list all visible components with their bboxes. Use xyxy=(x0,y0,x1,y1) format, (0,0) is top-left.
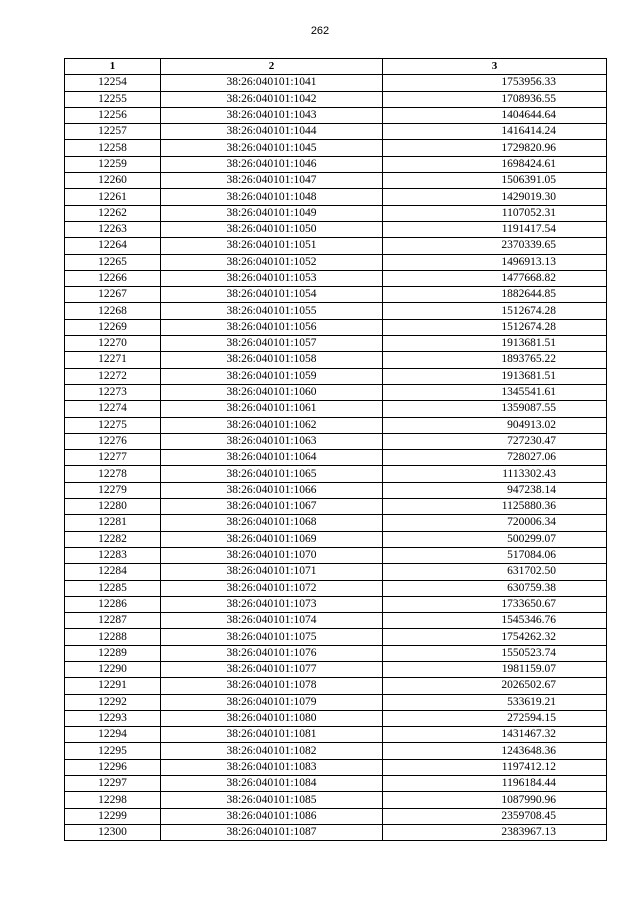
value-cell: 1729820.96 xyxy=(383,140,607,156)
row-number-cell: 12288 xyxy=(65,629,161,645)
row-number-cell: 12276 xyxy=(65,433,161,449)
value-cell: 1359087.55 xyxy=(383,401,607,417)
value-cell: 1496913.13 xyxy=(383,254,607,270)
row-number-cell: 12271 xyxy=(65,352,161,368)
row-number-cell: 12296 xyxy=(65,759,161,775)
cadastral-number-cell: 38:26:040101:1064 xyxy=(161,450,383,466)
header-cell-1: 1 xyxy=(65,59,161,75)
cadastral-number-cell: 38:26:040101:1085 xyxy=(161,792,383,808)
row-number-cell: 12289 xyxy=(65,645,161,661)
table-row xyxy=(65,401,607,417)
row-number-cell: 12284 xyxy=(65,564,161,580)
cadastral-number-cell: 38:26:040101:1066 xyxy=(161,482,383,498)
table-row xyxy=(65,352,607,368)
value-cell: 904913.02 xyxy=(383,417,607,433)
table-row xyxy=(65,75,607,91)
cadastral-number-cell: 38:26:040101:1068 xyxy=(161,515,383,531)
row-number-cell: 12277 xyxy=(65,450,161,466)
value-cell: 720006.34 xyxy=(383,515,607,531)
cadastral-number-cell: 38:26:040101:1067 xyxy=(161,499,383,515)
table-row xyxy=(65,727,607,743)
table-row xyxy=(65,759,607,775)
row-number-cell: 12290 xyxy=(65,661,161,677)
row-number-cell: 12268 xyxy=(65,303,161,319)
row-number-cell: 12263 xyxy=(65,221,161,237)
value-cell: 1698424.61 xyxy=(383,156,607,172)
value-cell: 1243648.36 xyxy=(383,743,607,759)
row-number-cell: 12254 xyxy=(65,75,161,91)
table-row xyxy=(65,824,607,840)
value-cell: 1754262.32 xyxy=(383,629,607,645)
cadastral-number-cell: 38:26:040101:1055 xyxy=(161,303,383,319)
row-number-cell: 12281 xyxy=(65,515,161,531)
table-row xyxy=(65,189,607,205)
value-cell: 2026502.67 xyxy=(383,678,607,694)
cadastral-number-cell: 38:26:040101:1087 xyxy=(161,824,383,840)
header-cell-3: 3 xyxy=(383,59,607,75)
row-number-cell: 12298 xyxy=(65,792,161,808)
row-number-cell: 12258 xyxy=(65,140,161,156)
table-row xyxy=(65,808,607,824)
cadastral-number-cell: 38:26:040101:1043 xyxy=(161,107,383,123)
table-row xyxy=(65,319,607,335)
cadastral-number-cell: 38:26:040101:1046 xyxy=(161,156,383,172)
value-cell: 1196184.44 xyxy=(383,776,607,792)
cadastral-number-cell: 38:26:040101:1051 xyxy=(161,238,383,254)
cadastral-number-cell: 38:26:040101:1069 xyxy=(161,531,383,547)
table-row xyxy=(65,629,607,645)
table-row xyxy=(65,743,607,759)
cadastral-number-cell: 38:26:040101:1060 xyxy=(161,384,383,400)
row-number-cell: 12257 xyxy=(65,124,161,140)
cadastral-number-cell: 38:26:040101:1050 xyxy=(161,221,383,237)
table-row xyxy=(65,91,607,107)
row-number-cell: 12262 xyxy=(65,205,161,221)
row-number-cell: 12272 xyxy=(65,368,161,384)
cadastral-number-cell: 38:26:040101:1078 xyxy=(161,678,383,694)
cadastral-number-cell: 38:26:040101:1061 xyxy=(161,401,383,417)
value-cell: 2383967.13 xyxy=(383,824,607,840)
value-cell: 533619.21 xyxy=(383,694,607,710)
value-cell: 1893765.22 xyxy=(383,352,607,368)
value-cell: 1981159.07 xyxy=(383,661,607,677)
cadastral-number-cell: 38:26:040101:1084 xyxy=(161,776,383,792)
row-number-cell: 12293 xyxy=(65,710,161,726)
value-cell: 1113302.43 xyxy=(383,466,607,482)
cadastral-number-cell: 38:26:040101:1042 xyxy=(161,91,383,107)
value-cell: 631702.50 xyxy=(383,564,607,580)
cadastral-number-cell: 38:26:040101:1081 xyxy=(161,727,383,743)
cadastral-number-cell: 38:26:040101:1070 xyxy=(161,547,383,563)
value-cell: 1512674.28 xyxy=(383,303,607,319)
cadastral-number-cell: 38:26:040101:1073 xyxy=(161,596,383,612)
cadastral-number-cell: 38:26:040101:1062 xyxy=(161,417,383,433)
cadastral-number-cell: 38:26:040101:1058 xyxy=(161,352,383,368)
table-row xyxy=(65,466,607,482)
table-row xyxy=(65,580,607,596)
cadastral-number-cell: 38:26:040101:1075 xyxy=(161,629,383,645)
value-cell: 1708936.55 xyxy=(383,91,607,107)
cadastral-number-cell: 38:26:040101:1063 xyxy=(161,433,383,449)
value-cell: 272594.15 xyxy=(383,710,607,726)
table-row xyxy=(65,547,607,563)
value-cell: 1191417.54 xyxy=(383,221,607,237)
table-row xyxy=(65,433,607,449)
table-row xyxy=(65,205,607,221)
cadastral-number-cell: 38:26:040101:1053 xyxy=(161,270,383,286)
value-cell: 2370339.65 xyxy=(383,238,607,254)
value-cell: 1429019.30 xyxy=(383,189,607,205)
value-cell: 1345541.61 xyxy=(383,384,607,400)
row-number-cell: 12259 xyxy=(65,156,161,172)
cadastral-number-cell: 38:26:040101:1059 xyxy=(161,368,383,384)
table-row xyxy=(65,450,607,466)
value-cell: 1416414.24 xyxy=(383,124,607,140)
table-row xyxy=(65,221,607,237)
table-row xyxy=(65,694,607,710)
table-body xyxy=(65,75,607,841)
table-row xyxy=(65,107,607,123)
table-row xyxy=(65,254,607,270)
page-number: 262 xyxy=(310,25,330,37)
row-number-cell: 12275 xyxy=(65,417,161,433)
row-number-cell: 12265 xyxy=(65,254,161,270)
cadastral-number-cell: 38:26:040101:1044 xyxy=(161,124,383,140)
row-number-cell: 12256 xyxy=(65,107,161,123)
value-cell: 947238.14 xyxy=(383,482,607,498)
row-number-cell: 12267 xyxy=(65,287,161,303)
row-number-cell: 12292 xyxy=(65,694,161,710)
table-row xyxy=(65,564,607,580)
table-row xyxy=(65,596,607,612)
row-number-cell: 12273 xyxy=(65,384,161,400)
table-row xyxy=(65,645,607,661)
table-row xyxy=(65,238,607,254)
value-cell: 1913681.51 xyxy=(383,336,607,352)
row-number-cell: 12285 xyxy=(65,580,161,596)
value-cell: 2359708.45 xyxy=(383,808,607,824)
cadastral-number-cell: 38:26:040101:1052 xyxy=(161,254,383,270)
value-cell: 1882644.85 xyxy=(383,287,607,303)
value-cell: 1431467.32 xyxy=(383,727,607,743)
cadastral-number-cell: 38:26:040101:1054 xyxy=(161,287,383,303)
value-cell: 1753956.33 xyxy=(383,75,607,91)
table-row xyxy=(65,368,607,384)
table-row xyxy=(65,499,607,515)
cadastral-number-cell: 38:26:040101:1048 xyxy=(161,189,383,205)
table-row xyxy=(65,270,607,286)
value-cell: 727230.47 xyxy=(383,433,607,449)
value-cell: 1107052.31 xyxy=(383,205,607,221)
cadastral-number-cell: 38:26:040101:1065 xyxy=(161,466,383,482)
value-cell: 1125880.36 xyxy=(383,499,607,515)
table-row xyxy=(65,417,607,433)
row-number-cell: 12283 xyxy=(65,547,161,563)
row-number-cell: 12300 xyxy=(65,824,161,840)
value-cell: 1087990.96 xyxy=(383,792,607,808)
row-number-cell: 12282 xyxy=(65,531,161,547)
table-row xyxy=(65,303,607,319)
row-number-cell: 12274 xyxy=(65,401,161,417)
cadastral-number-cell: 38:26:040101:1074 xyxy=(161,613,383,629)
value-cell: 517084.06 xyxy=(383,547,607,563)
cadastral-number-cell: 38:26:040101:1047 xyxy=(161,173,383,189)
table-row xyxy=(65,384,607,400)
table-row xyxy=(65,661,607,677)
header-cell-2: 2 xyxy=(161,59,383,75)
value-cell: 1545346.76 xyxy=(383,613,607,629)
row-number-cell: 12295 xyxy=(65,743,161,759)
row-number-cell: 12260 xyxy=(65,173,161,189)
table-header xyxy=(65,59,607,75)
value-cell: 1733650.67 xyxy=(383,596,607,612)
cadastral-number-cell: 38:26:040101:1083 xyxy=(161,759,383,775)
cadastral-number-cell: 38:26:040101:1057 xyxy=(161,336,383,352)
cadastral-number-cell: 38:26:040101:1086 xyxy=(161,808,383,824)
table-row xyxy=(65,482,607,498)
cadastral-number-cell: 38:26:040101:1071 xyxy=(161,564,383,580)
row-number-cell: 12279 xyxy=(65,482,161,498)
row-number-cell: 12264 xyxy=(65,238,161,254)
table-row xyxy=(65,710,607,726)
cadastral-number-cell: 38:26:040101:1076 xyxy=(161,645,383,661)
cadastral-number-cell: 38:26:040101:1082 xyxy=(161,743,383,759)
header-row xyxy=(65,59,607,75)
table-row xyxy=(65,531,607,547)
table-row xyxy=(65,173,607,189)
cadastral-number-cell: 38:26:040101:1049 xyxy=(161,205,383,221)
table-row xyxy=(65,140,607,156)
value-cell: 728027.06 xyxy=(383,450,607,466)
data-table xyxy=(64,58,607,841)
cadastral-number-cell: 38:26:040101:1077 xyxy=(161,661,383,677)
row-number-cell: 12291 xyxy=(65,678,161,694)
table-row xyxy=(65,792,607,808)
table-row xyxy=(65,515,607,531)
row-number-cell: 12287 xyxy=(65,613,161,629)
value-cell: 1477668.82 xyxy=(383,270,607,286)
row-number-cell: 12294 xyxy=(65,727,161,743)
value-cell: 1550523.74 xyxy=(383,645,607,661)
table-row xyxy=(65,776,607,792)
cadastral-number-cell: 38:26:040101:1045 xyxy=(161,140,383,156)
row-number-cell: 12255 xyxy=(65,91,161,107)
table-row xyxy=(65,336,607,352)
table-row xyxy=(65,613,607,629)
cadastral-number-cell: 38:26:040101:1079 xyxy=(161,694,383,710)
value-cell: 1913681.51 xyxy=(383,368,607,384)
row-number-cell: 12278 xyxy=(65,466,161,482)
cadastral-number-cell: 38:26:040101:1041 xyxy=(161,75,383,91)
table-row xyxy=(65,678,607,694)
value-cell: 500299.07 xyxy=(383,531,607,547)
cadastral-number-cell: 38:26:040101:1056 xyxy=(161,319,383,335)
row-number-cell: 12261 xyxy=(65,189,161,205)
value-cell: 1404644.64 xyxy=(383,107,607,123)
cadastral-number-cell: 38:26:040101:1072 xyxy=(161,580,383,596)
row-number-cell: 12269 xyxy=(65,319,161,335)
value-cell: 1197412.12 xyxy=(383,759,607,775)
cadastral-number-cell: 38:26:040101:1080 xyxy=(161,710,383,726)
row-number-cell: 12297 xyxy=(65,776,161,792)
row-number-cell: 12286 xyxy=(65,596,161,612)
table-row xyxy=(65,156,607,172)
row-number-cell: 12270 xyxy=(65,336,161,352)
value-cell: 1506391.05 xyxy=(383,173,607,189)
table-row xyxy=(65,124,607,140)
table-row xyxy=(65,287,607,303)
value-cell: 630759.38 xyxy=(383,580,607,596)
row-number-cell: 12266 xyxy=(65,270,161,286)
row-number-cell: 12280 xyxy=(65,499,161,515)
value-cell: 1512674.28 xyxy=(383,319,607,335)
row-number-cell: 12299 xyxy=(65,808,161,824)
